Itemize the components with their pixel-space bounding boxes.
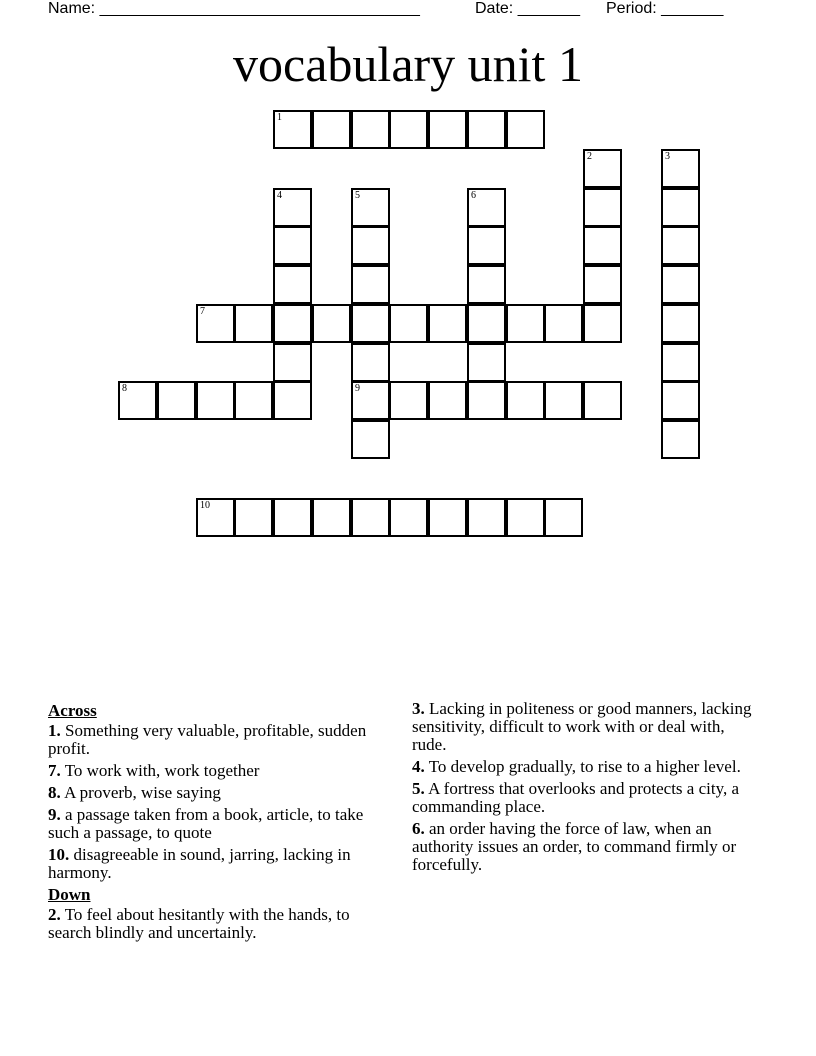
crossword-cell[interactable] bbox=[351, 226, 390, 265]
clue-number-label: 2 bbox=[587, 151, 592, 162]
clues-column-right bbox=[412, 700, 757, 878]
clue-text: To feel about hesitantly with the hands, to search blindly and uncertainly. bbox=[48, 905, 350, 942]
across-clue-10 bbox=[48, 846, 393, 882]
clue-text: To work with, work together bbox=[64, 761, 260, 780]
crossword-cell[interactable] bbox=[583, 265, 622, 304]
crossword-cell[interactable] bbox=[312, 110, 351, 149]
clue-text: an order having the force of law, when an authority issues an order, to command firmly or forcefully. bbox=[412, 819, 737, 874]
across-heading: Across bbox=[48, 701, 97, 720]
down-clue-2 bbox=[48, 906, 393, 942]
clue-number-label: 3 bbox=[665, 151, 670, 162]
clue-text: Lacking in politeness or good manners, lacking sensitivity, difficult to work with or deal with, rude. bbox=[412, 699, 752, 754]
crossword-cell[interactable] bbox=[661, 149, 700, 188]
crossword-cell[interactable] bbox=[583, 188, 622, 227]
crossword-cell[interactable] bbox=[661, 226, 700, 265]
crossword-cell[interactable] bbox=[273, 343, 312, 382]
crossword-cell[interactable] bbox=[389, 110, 428, 149]
crossword-cell[interactable] bbox=[467, 188, 506, 227]
down-heading: Down bbox=[48, 885, 91, 904]
clue-number: 1. bbox=[48, 721, 61, 740]
clue-number: 3. bbox=[412, 699, 425, 718]
clue-number-label: 10 bbox=[200, 500, 210, 511]
crossword-cell[interactable] bbox=[234, 381, 273, 420]
across-clue-9 bbox=[48, 806, 393, 842]
clue-number: 7. bbox=[48, 761, 61, 780]
crossword-cell[interactable] bbox=[467, 110, 506, 149]
crossword-cell[interactable] bbox=[389, 498, 428, 537]
crossword-cell[interactable] bbox=[273, 265, 312, 304]
crossword-cell[interactable] bbox=[351, 188, 390, 227]
crossword-cell[interactable] bbox=[118, 381, 157, 420]
crossword-cell[interactable] bbox=[351, 265, 390, 304]
clue-text: A fortress that overlooks and protects a city, a commanding place. bbox=[412, 779, 740, 816]
clue-number: 9. bbox=[48, 805, 61, 824]
clue-text: To develop gradually, to rise to a higher level. bbox=[428, 757, 741, 776]
down-clue-3 bbox=[412, 700, 757, 754]
clue-number-label: 8 bbox=[122, 383, 127, 394]
crossword-cell[interactable] bbox=[661, 188, 700, 227]
clue-number-label: 1 bbox=[277, 112, 282, 123]
clue-number-label: 7 bbox=[200, 306, 205, 317]
crossword-cell[interactable] bbox=[467, 226, 506, 265]
clue-text: disagreeable in sound, jarring, lacking in harmony. bbox=[48, 845, 351, 882]
clue-number-label: 5 bbox=[355, 190, 360, 201]
crossword-cell[interactable] bbox=[273, 226, 312, 265]
name-field[interactable]: Name: ____________________________________ bbox=[48, 0, 420, 17]
crossword-cell[interactable] bbox=[661, 304, 700, 343]
clue-number: 2. bbox=[48, 905, 61, 924]
clue-number: 10. bbox=[48, 845, 70, 864]
down-clue-6 bbox=[412, 820, 757, 874]
crossword-cell[interactable] bbox=[661, 420, 700, 459]
clue-text: a passage taken from a book, article, to take such a passage, to quote bbox=[48, 805, 364, 842]
clue-number: 6. bbox=[412, 819, 425, 838]
crossword-cell[interactable] bbox=[389, 304, 428, 343]
crossword-cell[interactable] bbox=[351, 498, 390, 537]
crossword-cell[interactable] bbox=[273, 188, 312, 227]
crossword-cell[interactable] bbox=[234, 304, 273, 343]
clue-number-label: 9 bbox=[355, 383, 360, 394]
crossword-cell[interactable] bbox=[467, 265, 506, 304]
clue-text: Something very valuable, profitable, sudden profit. bbox=[48, 721, 367, 758]
crossword-cell[interactable] bbox=[312, 498, 351, 537]
crossword-cell[interactable] bbox=[583, 304, 622, 343]
crossword-cell[interactable] bbox=[467, 343, 506, 382]
crossword-cell[interactable] bbox=[389, 381, 428, 420]
crossword-cell[interactable] bbox=[506, 498, 545, 537]
crossword-cell[interactable] bbox=[544, 381, 583, 420]
period-field[interactable]: Period: _______ bbox=[606, 0, 724, 17]
crossword-cell[interactable] bbox=[234, 498, 273, 537]
crossword-cell[interactable] bbox=[661, 343, 700, 382]
date-field[interactable]: Date: _______ bbox=[475, 0, 580, 17]
crossword-cell[interactable] bbox=[506, 381, 545, 420]
across-clue-1 bbox=[48, 722, 393, 758]
across-clue-7 bbox=[48, 762, 393, 780]
crossword-cell[interactable] bbox=[351, 420, 390, 459]
crossword-cell[interactable] bbox=[273, 304, 312, 343]
crossword-cell[interactable] bbox=[351, 343, 390, 382]
crossword-cell[interactable] bbox=[196, 304, 235, 343]
crossword-cell[interactable] bbox=[351, 381, 390, 420]
crossword-cell[interactable] bbox=[273, 498, 312, 537]
clues-column-left bbox=[48, 700, 393, 946]
clue-text: A proverb, wise saying bbox=[64, 783, 221, 802]
crossword-cell[interactable] bbox=[661, 265, 700, 304]
clue-number-label: 4 bbox=[277, 190, 282, 201]
crossword-cell[interactable] bbox=[196, 498, 235, 537]
crossword-cell[interactable] bbox=[661, 381, 700, 420]
crossword-cell[interactable] bbox=[351, 110, 390, 149]
page-title: vocabulary unit 1 bbox=[233, 36, 583, 92]
crossword-cell[interactable] bbox=[506, 304, 545, 343]
crossword-cell[interactable] bbox=[428, 304, 467, 343]
clue-number: 4. bbox=[412, 757, 425, 776]
clue-number: 5. bbox=[412, 779, 425, 798]
clue-number-label: 6 bbox=[471, 190, 476, 201]
crossword-cell[interactable] bbox=[196, 381, 235, 420]
crossword-cell[interactable] bbox=[157, 381, 196, 420]
crossword-cell[interactable] bbox=[351, 304, 390, 343]
across-clue-8 bbox=[48, 784, 393, 802]
crossword-cell[interactable] bbox=[428, 110, 467, 149]
crossword-cell[interactable] bbox=[583, 149, 622, 188]
crossword-cell[interactable] bbox=[312, 304, 351, 343]
crossword-cell[interactable] bbox=[467, 304, 506, 343]
crossword-cell[interactable] bbox=[506, 110, 545, 149]
down-clue-4 bbox=[412, 758, 757, 776]
crossword-cell[interactable] bbox=[583, 226, 622, 265]
clue-number: 8. bbox=[48, 783, 61, 802]
crossword-cell[interactable] bbox=[544, 498, 583, 537]
crossword-cell[interactable] bbox=[273, 381, 312, 420]
crossword-cell[interactable] bbox=[467, 498, 506, 537]
crossword-cell[interactable] bbox=[583, 381, 622, 420]
crossword-cell[interactable] bbox=[467, 381, 506, 420]
crossword-cell[interactable] bbox=[428, 381, 467, 420]
crossword-cell[interactable] bbox=[273, 110, 312, 149]
crossword-cell[interactable] bbox=[544, 304, 583, 343]
down-clue-5 bbox=[412, 780, 757, 816]
crossword-cell[interactable] bbox=[428, 498, 467, 537]
